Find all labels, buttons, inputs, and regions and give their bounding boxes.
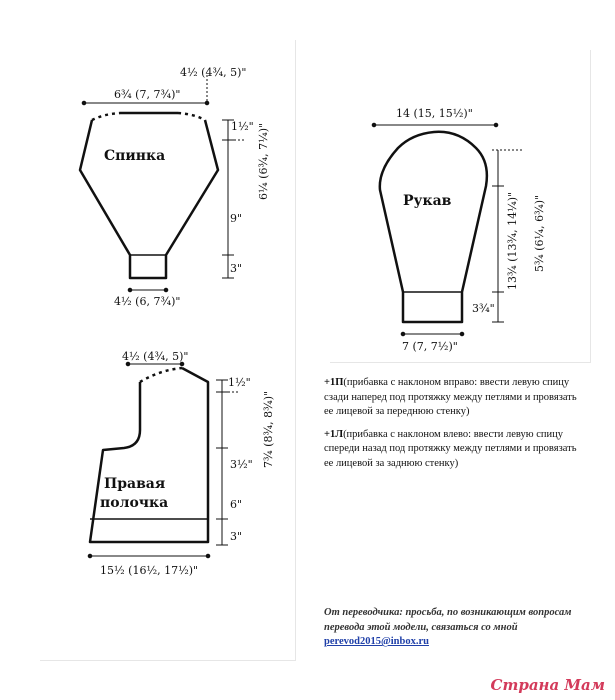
- front-band: 3": [230, 530, 243, 543]
- back-armhole-total: 6¼ (6¾, 7¼)": [257, 122, 270, 200]
- front-bottom-width: 15½ (16½, 17½)": [100, 564, 199, 577]
- sleeve-outline: [380, 132, 487, 322]
- front-piece: [90, 368, 208, 542]
- back-neck-width: 4½ (4¾, 5)": [180, 66, 247, 79]
- front-label-line2: полочка: [100, 495, 169, 511]
- back-waist-band: 3": [230, 262, 243, 275]
- sleeve-cuff: 3¾": [472, 302, 495, 315]
- back-armhole-top: 1½": [231, 120, 254, 133]
- back-body-length: 9": [230, 212, 243, 225]
- front-armhole-total: 7¾ (8¾, 8¾)": [262, 390, 275, 468]
- sleeve-dimensions: [372, 123, 522, 336]
- sleeve-top-width: 14 (15, 15½)": [396, 107, 473, 120]
- note-left-increase: +1Л(прибавка с наклоном влево: ввести левую спицу спереди назад под протяжку между петлями и провязать ее лицевой за заднюю стенку): [324, 428, 577, 469]
- sleeve-piece: [380, 132, 487, 322]
- back-dimensions: [82, 75, 244, 292]
- front-neck-width: 4½ (4¾, 5)": [122, 350, 189, 363]
- translator-email-link[interactable]: perevod2015@inbox.ru: [324, 636, 429, 648]
- sleeve-cap-height: 5¾ (6¼, 6¾)": [533, 194, 546, 272]
- translator-note: [324, 606, 586, 650]
- back-piece: [80, 113, 218, 278]
- sleeve-cuff-width: 7 (7, 7½)": [402, 340, 458, 353]
- front-mid: 3½": [230, 458, 253, 471]
- translator-text: От переводчика: просьба, по возникающим вопросам перевода этой модели, связаться со мной: [324, 607, 572, 633]
- front-outline: [90, 368, 208, 542]
- watermark: Страна Мам: [490, 676, 605, 694]
- front-label-line1: Правая: [104, 476, 166, 492]
- sleeve-label: Рукав: [403, 193, 452, 209]
- front-armhole-top: 1½": [228, 376, 251, 389]
- back-shoulder-width: 6¾ (7, 7¾)": [114, 88, 181, 101]
- front-body: 6": [230, 498, 243, 511]
- stitch-notes: [324, 376, 584, 480]
- front-neck-dotted: [140, 368, 182, 382]
- back-bottom-width: 4½ (6, 7¾)": [114, 295, 181, 308]
- back-label: Спинка: [104, 148, 166, 164]
- note-right-increase: +1П(прибавка с наклоном вправо: ввести левую спицу сзади наперед под протяжку между петлями и провязать ее лицевой за переднюю стенку): [324, 377, 577, 418]
- sleeve-length: 13¾ (13¾, 14¼)": [506, 191, 519, 290]
